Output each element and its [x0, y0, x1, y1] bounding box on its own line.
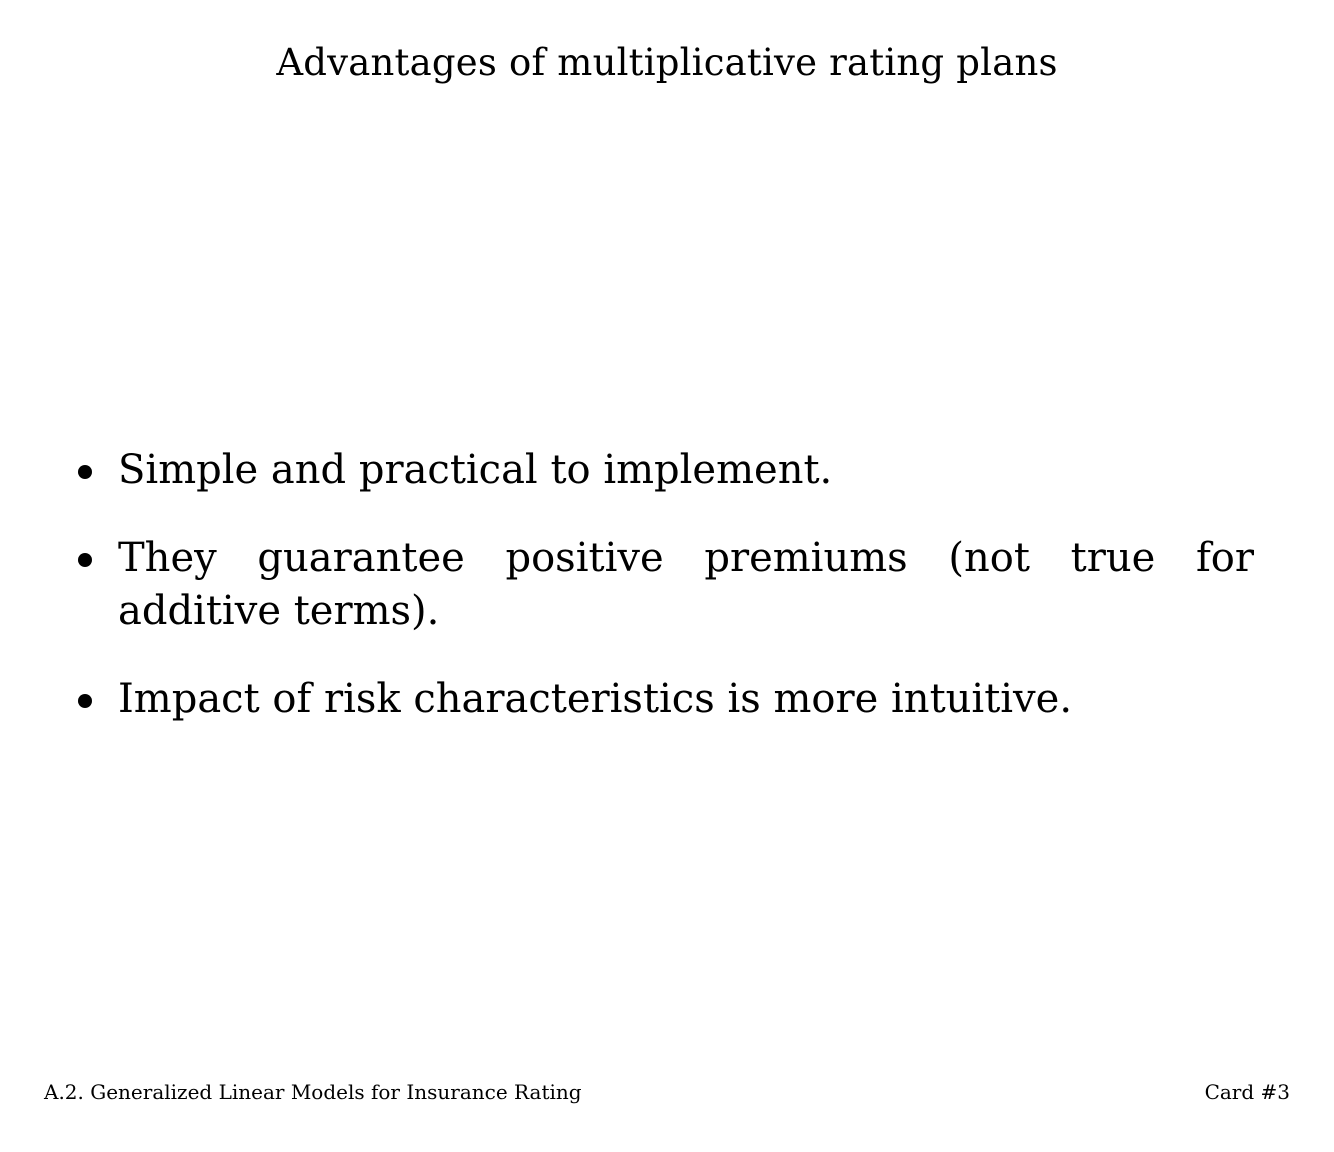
- footer-source: A.2. Generalized Linear Models for Insurance Rating: [44, 1080, 582, 1104]
- bullet-text: They guarantee positive premiums (not true for additive terms).: [118, 535, 1254, 634]
- bullet-list: [76, 444, 1254, 761]
- bullet-text: Impact of risk characteristics is more intuitive.: [118, 676, 1073, 722]
- list-item: [76, 444, 1254, 497]
- bullet-text: Simple and practical to implement.: [118, 447, 833, 493]
- footer-card-number: Card #3: [1204, 1080, 1290, 1104]
- bullet-icon: [78, 694, 92, 708]
- bullet-icon: [78, 553, 92, 567]
- bullet-icon: [78, 465, 92, 479]
- list-item: [76, 532, 1254, 638]
- list-item: [76, 673, 1254, 726]
- page-title: Advantages of multiplicative rating plans: [276, 41, 1058, 84]
